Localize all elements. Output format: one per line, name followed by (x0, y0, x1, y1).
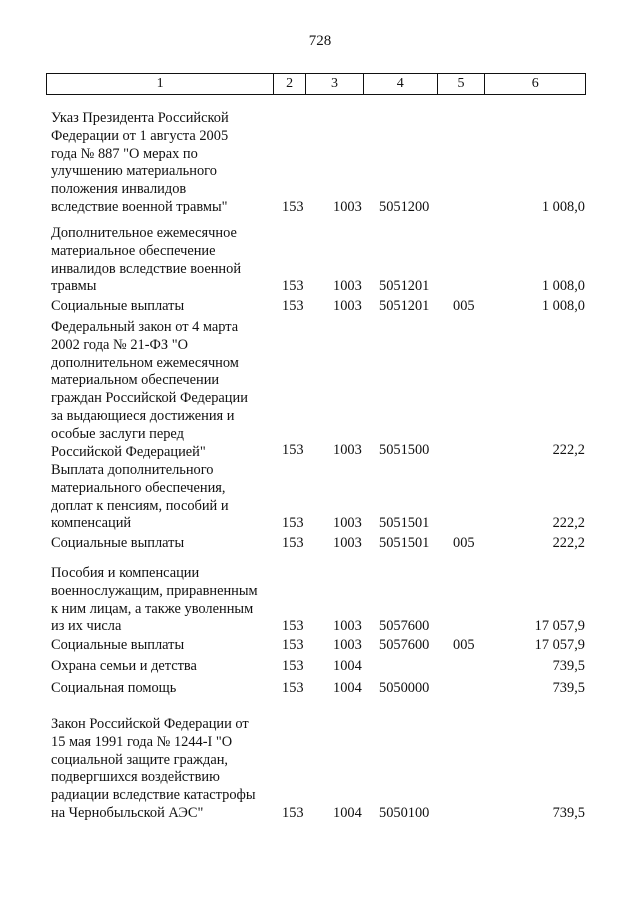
cell-col-2: 153 (282, 637, 304, 653)
cell-col-3: 1003 (333, 278, 362, 294)
cell-col-3: 1003 (333, 535, 362, 551)
header-col-5: 5 (437, 74, 485, 94)
cell-col-2: 153 (282, 680, 304, 696)
row-description: Социальные выплаты (51, 637, 185, 653)
cell-col-3: 1004 (333, 805, 362, 821)
cell-col-6: 1 008,0 (541, 199, 585, 215)
table-header (46, 73, 586, 95)
cell-col-3: 1003 (333, 515, 362, 531)
cell-col-6: 739,5 (552, 658, 585, 674)
cell-col-2: 153 (282, 278, 304, 294)
cell-col-6: 222,2 (552, 535, 585, 551)
row-description: Федеральный закон от 4 марта 2002 года № 21-ФЗ "О дополнительном ежемесячном материальном обеспечении граждан Российской Федерации за выдающиеся достижения и особые заслуги перед Российской Федерацией" (51, 319, 248, 460)
row-description: Дополнительное ежемесячное материальное обеспечение инвалидов вследствие военной травмы (51, 225, 242, 295)
cell-col-4: 5050000 (379, 680, 430, 696)
cell-col-2: 153 (282, 658, 304, 674)
cell-col-4: 5057600 (379, 618, 430, 634)
cell-col-2: 153 (282, 298, 304, 314)
header-col-1: 1 (156, 76, 164, 91)
cell-col-3: 1003 (333, 442, 362, 458)
cell-col-3: 1004 (333, 658, 362, 674)
row-description: Пособия и компенсации военнослужащим, приравненным к ним лицам, а также уволенным из их числа (51, 565, 258, 635)
cell-col-2: 153 (282, 442, 304, 458)
header-col-6: 6 (484, 74, 585, 94)
cell-col-6: 1 008,0 (541, 298, 585, 314)
cell-col-2: 153 (282, 199, 304, 215)
cell-col-2: 153 (282, 535, 304, 551)
cell-col-4: 5051501 (379, 515, 430, 531)
row-description: Охрана семьи и детства (51, 658, 197, 674)
cell-col-5: 005 (453, 298, 475, 314)
cell-col-3: 1003 (333, 199, 362, 215)
header-col-2: 2 (273, 74, 305, 94)
row-description: Выплата дополнительного материального обеспечения, доплат к пенсиям, пособий и компенсаций (51, 462, 229, 532)
header-col-3: 3 (305, 74, 363, 94)
cell-col-3: 1003 (333, 637, 362, 653)
row-description: Социальные выплаты (51, 535, 185, 551)
cell-col-6: 222,2 (552, 442, 585, 458)
cell-col-4: 5051500 (379, 442, 430, 458)
row-description: Закон Российской Федерации от 15 мая 1991 года № 1244-I "О социальной защите граждан, подвергшихся воздействию радиации вследствие катастрофы на Чернобыльской АЭС" (51, 716, 256, 821)
cell-col-4: 5050100 (379, 805, 430, 821)
cell-col-6: 1 008,0 (541, 278, 585, 294)
row-description: Социальная помощь (51, 680, 177, 696)
cell-col-6: 739,5 (552, 805, 585, 821)
cell-col-3: 1003 (333, 298, 362, 314)
cell-col-4: 5051200 (379, 199, 430, 215)
cell-col-2: 153 (282, 805, 304, 821)
row-description: Социальные выплаты (51, 298, 185, 314)
cell-col-6: 739,5 (552, 680, 585, 696)
page-number: 728 (308, 33, 332, 49)
cell-col-4: 5051201 (379, 278, 430, 294)
cell-col-4: 5051501 (379, 535, 430, 551)
cell-col-5: 005 (453, 535, 475, 551)
cell-col-3: 1004 (333, 680, 362, 696)
cell-col-3: 1003 (333, 618, 362, 634)
cell-col-2: 153 (282, 618, 304, 634)
row-description: Указ Президента Российской Федерации от 1 августа 2005 года № 887 "О мерах по улучшению материального положения инвалидов вследствие военной травмы" (51, 110, 229, 215)
cell-col-4: 5057600 (379, 637, 430, 653)
cell-col-4: 5051201 (379, 298, 430, 314)
cell-col-6: 17 057,9 (534, 618, 585, 634)
cell-col-6: 17 057,9 (534, 637, 585, 653)
header-col-4: 4 (363, 74, 437, 94)
cell-col-5: 005 (453, 637, 475, 653)
cell-col-2: 153 (282, 515, 304, 531)
cell-col-6: 222,2 (552, 515, 585, 531)
